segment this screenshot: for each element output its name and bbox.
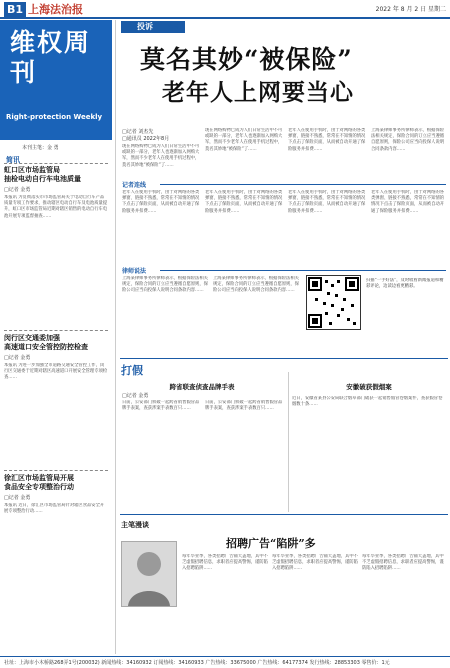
brief-headline: 闵行区交通委加强 高速道口安全管控防控检查 [4,334,88,351]
divider [4,163,108,164]
opinion-body: 每年毕业季，各类招聘广告铺天盖地，其中不乏虚假招聘信息，求职者应提高警惕，谨防陷入招聘陷阱…… [272,554,358,572]
brief-byline: □记者 金勇 [4,355,31,361]
body-paragraph: 上海某律师事务所律师表示，根据保险法相关规定，保险合同的订立应当遵循自愿原则，保险公司应当向投保人说明合同条款内容…… [213,276,299,294]
daka-right-headline: 安徽破获假烟案 [346,383,392,391]
divider [4,470,108,471]
body-paragraph: 老年人在使用手机时，由于对网络的各类弹窗、链接不熟悉，常常在不知情的情况下点击了保险页面，从而被自动开通了保险服务并扣费…… [288,190,366,214]
main-headline-line1: 莫名其妙“被保险” [140,45,353,74]
column-editor: 本刊主笔：金 勇 [22,145,59,151]
brief-body: 本报讯 为贯彻落实市市场监管局关于电动自行车产品质量专项工作要求，推动辖区电动自行车及电池质量提升，虹口区市场监管局近期对辖区销售的电动自行车电池开展专项监督抽查…… [4,195,108,219]
qr-code[interactable] [306,275,361,330]
brief-tag: 简讯 [6,156,20,164]
page-header [0,0,450,18]
page-footer: 社址：上海市小木桥路268弄1号(200032) 新闻热线：34160932 订阅热线：34160933 广告热线：33675000 广告热线：64177374 发行热线：28853303 零售价：1元 [0,656,450,668]
page-number: B1 [4,2,26,17]
section-tag-opinion: 主笔漫谈 [121,521,149,529]
lead-paragraph: 现在网络购物已成为人们日常生活中不可或缺的一部分，老年人也逐渐加入网购大军，然而不少老年人在使用手机过程中，莫名其妙地“被保险”了…… [122,144,200,168]
subsection-heading: 记者连线 [122,182,147,189]
brief-body: 本报讯 为进一步加强全市道路交通安全管控工作，闵行区交通委于近期对辖区高速道口开展安全管理专项检查…… [4,363,108,381]
issue-date: 2022 年 8 月 2 日 星期二 [375,6,446,13]
opinion-headline: 招聘广告“陷阱”多 [226,537,316,550]
body-paragraph: 老年人在使用手机时，由于对网络的各类弹窗、链接不熟悉，常常在不知情的情况下点击了保险页面，从而被自动开通了保险服务并扣费…… [205,190,283,214]
body-paragraph: 现在网络购物已成为人们日常生活中不可或缺的一部分，老年人也逐渐加入网购大军，然而不少老年人在使用手机过程中，莫名其妙地“被保险”了…… [205,128,283,152]
reporter-byline: □记者 刘杰先 [122,129,154,135]
divider [160,270,446,271]
body-paragraph: 老年人在使用手机时，由于对网络的各类弹窗、链接不熟悉，常常在不知情的情况下点击了保险页面，从而被自动开通了保险服务并扣费…… [288,128,366,152]
body-paragraph: 上海某律师事务所律师表示，根据保险法相关规定，保险合同的订立应当遵循自愿原则，保险公司应当向投保人说明合同条款内容…… [122,276,208,294]
brief-headline: 虹口区市场监管局 抽检电动自行车电池质量 [4,166,81,183]
header-divider [0,17,450,19]
column-title: 维权周刊 [10,28,92,87]
daka-left-body: 日前，公安部门侦破一起跨省销售假冒品牌手表案，查获涉案手表数百只…… [205,400,283,412]
subsection-heading: 律师说法 [122,268,147,275]
brief-byline: □记者 金勇 [4,495,31,501]
brief-body: 本报讯 近日，徐汇区市场监管局针对辖区食品安全开展专项整治行动…… [4,503,105,515]
section-subtag: 实录 [168,25,180,31]
qr-caption: 扫描“一手好法”，及时收看新闻报道和精彩评论，边读边看更精彩。 [366,278,444,290]
section-tag-daka: 打假 [121,364,143,377]
brief-item [4,334,108,473]
column-divider [288,372,289,512]
daka-left-body: 日前，公安部门侦破一起跨省销售假冒品牌手表案，查获涉案手表数百只…… [122,400,200,412]
body-paragraph: 老年人在使用手机时，由于对网络的各类弹窗、链接不熟悉，常常在不知情的情况下点击了保险页面，从而被自动开通了保险服务并扣费…… [122,190,200,214]
brief-item [4,474,108,653]
column-divider [115,20,116,654]
brief-headline: 徐汇区市场监管局开展 食品安全专项整治行动 [4,474,74,491]
daka-left-byline: □记者 金勇 [122,393,149,399]
section-divider [120,514,448,515]
main-headline-line2: 老年人上网要当心 [162,79,354,106]
divider [4,330,108,331]
section-tag: 投诉 [121,21,185,33]
section-divider [120,358,448,359]
correspondent-byline: □通讯员 2022年8月 [122,136,170,142]
daka-left-headline: 跨省联查侦查品牌手表 [169,383,235,391]
newspaper-name: 上海法治报 [28,3,83,16]
divider [160,184,446,185]
brief-item [4,166,108,335]
body-paragraph: 老年人在使用手机时，由于对网络的各类弹窗、链接不熟悉，常常在不知情的情况下点击了保险页面，从而被自动开通了保险服务并扣费…… [371,190,445,214]
body-paragraph: 上海某律师事务所律师表示，根据保险法相关规定，保险合同的订立应当遵循自愿原则，保险公司应当向投保人说明合同条款内容…… [371,128,445,152]
opinion-body: 每年毕业季，各类招聘广告铺天盖地，其中不乏虚假招聘信息，求职者应提高警惕，谨防陷入招聘陷阱…… [182,554,268,572]
brief-byline: □记者 金勇 [4,187,31,193]
daka-right-body: 近日，安徽省某县公安局联合烟草部门破获一起销售假冒卷烟案件，查获假冒卷烟数十条…… [292,396,443,408]
column-title-en: Right-protection Weekly [6,113,103,121]
opinion-body: 每年毕业季，各类招聘广告铺天盖地，其中不乏虚假招聘信息，求职者应提高警惕，谨防陷入招聘陷阱…… [362,554,444,572]
author-portrait [121,541,177,607]
